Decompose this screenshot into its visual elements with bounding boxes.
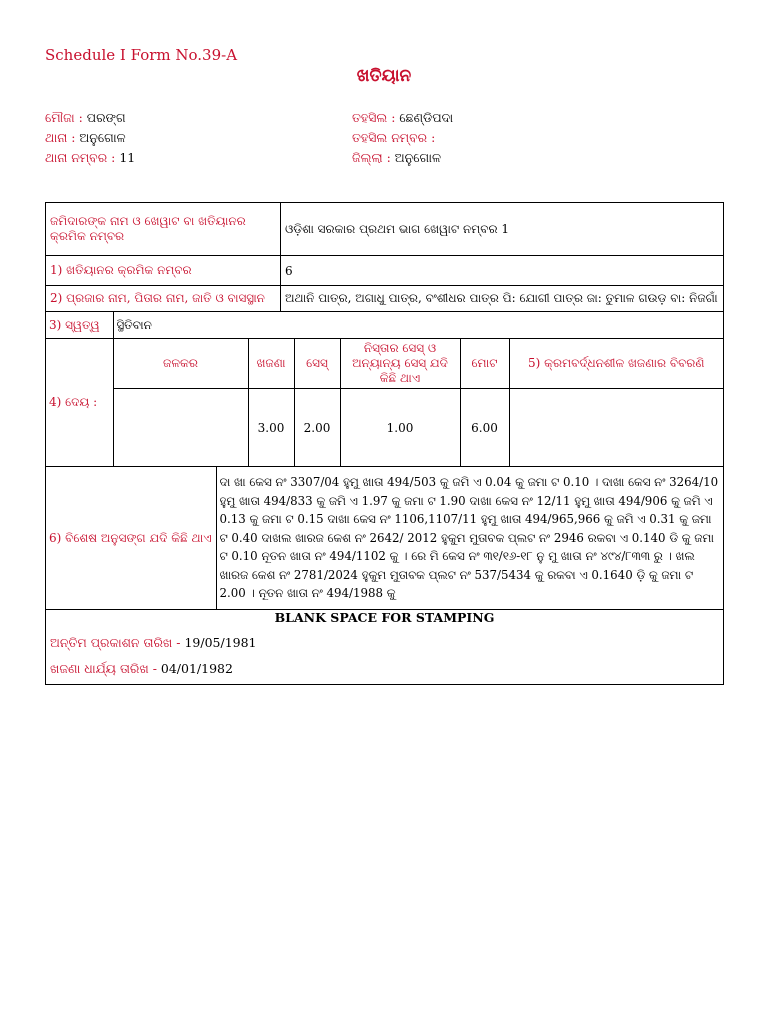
tenant-row bbox=[46, 286, 724, 312]
owner-row bbox=[46, 203, 724, 256]
final-publication-label: ଅନ୍ତିମ ପ୍ରକାଶନ ତାରିଖ - bbox=[50, 635, 185, 650]
fee-value-ses: 2.00 bbox=[294, 389, 340, 467]
fee-header-mot: ମୋଟ bbox=[460, 339, 509, 389]
header-right bbox=[352, 108, 453, 168]
tahasil-label: ତହସିଲ : bbox=[352, 110, 396, 125]
mouza-row bbox=[45, 108, 135, 128]
district-label: ଜିଲ୍ଲା : bbox=[352, 150, 391, 165]
serial-row bbox=[46, 256, 724, 286]
thana-number-value: 11 bbox=[119, 150, 136, 165]
form-number: Schedule I Form No.39-A bbox=[45, 46, 238, 64]
mouza-value: ପରଙ୍ଗ bbox=[86, 110, 126, 125]
thana-row bbox=[45, 128, 135, 148]
document-title: ଖତିୟାନ bbox=[356, 66, 412, 86]
fee-value-khajana: 3.00 bbox=[248, 389, 294, 467]
header-left bbox=[45, 108, 135, 168]
tenant-label: 2) ପ୍ରଜାର ନାମ, ପିତାର ନାମ, ଜାତି ଓ ବାସସ୍ଥାନ bbox=[46, 286, 281, 312]
fee-value-nistar: 1.00 bbox=[340, 389, 460, 467]
right-value: ସ୍ଥିତିବାନ bbox=[116, 317, 152, 332]
dues-label: 4) ଦେୟ : bbox=[46, 339, 113, 466]
special-label: 6) ବିଶେଷ ଅନୁସଙ୍ଗ ଯଦି କିଛି ଥାଏ bbox=[46, 467, 216, 609]
fee-header-nistar: ନିସ୍ତାର ସେସ୍ ଓ ଅନ୍ୟାନ୍ୟ ସେସ୍ ଯଦି କିଛି ଥାଏ bbox=[340, 339, 460, 389]
khatiyan-table bbox=[45, 202, 724, 685]
tahasil-value: ଛେଣ୍ଡିପଦା bbox=[399, 110, 454, 125]
special-row bbox=[46, 467, 724, 610]
owner-label: ଜମିଦାରଙ୍କ ନାମ ଓ ଖେୱାଟ ବା ଖତିୟାନର କ୍ରମିକ ନମ୍ବର bbox=[46, 203, 281, 256]
fee-value-jalakar bbox=[113, 389, 248, 467]
tenant-value: ଅଥାନି ପାତ୍ର, ଅଗାଧୁ ପାତ୍ର, ବଂଶୀଧର ପାତ୍ର ପି: ଯୋଗୀ ପାତ୍ର ଜା: ତୁମାଳ ଗଉଡ଼ ବା: ନିଜଗାଁ bbox=[281, 286, 724, 312]
fee-value-progressive bbox=[509, 389, 723, 467]
rent-fixation-label: ଖଜଣା ଧାର୍ଯ୍ୟ ତାରିଖ - bbox=[50, 661, 161, 676]
thana-label: ଥାନା : bbox=[45, 130, 76, 145]
fee-header-jalakar: ଜଳକର bbox=[113, 339, 248, 389]
fee-header-progressive: 5) କ୍ରମବର୍ଦ୍ଧନଶୀଳ ଖଜଣାର ବିବରଣି bbox=[509, 339, 723, 389]
final-publication-date bbox=[50, 635, 719, 651]
district-row bbox=[352, 148, 453, 168]
final-publication-value: 19/05/1981 bbox=[184, 635, 257, 650]
stamp-space-title: BLANK SPACE FOR STAMPING bbox=[274, 610, 495, 625]
fee-value-mot: 6.00 bbox=[460, 389, 509, 467]
fee-table bbox=[46, 339, 723, 466]
thana-value: ଅନୁଗୋଳ bbox=[79, 130, 126, 145]
serial-label: 1) ଖତିୟାନର କ୍ରମିକ ନମ୍ବର bbox=[46, 256, 281, 286]
rent-fixation-value: 04/01/1982 bbox=[160, 661, 233, 676]
thana-number-row bbox=[45, 148, 135, 168]
thana-number-label: ଥାନା ନମ୍ବର : bbox=[45, 150, 116, 165]
serial-value: 6 bbox=[281, 256, 724, 286]
right-row bbox=[46, 312, 724, 339]
right-label: 3) ସ୍ୱତ୍ୱ bbox=[46, 312, 113, 338]
fee-header-ses: ସେସ୍ bbox=[294, 339, 340, 389]
tahasil-number-row bbox=[352, 128, 453, 148]
owner-value: ଓଡ଼ିଶା ସରକାର ପ୍ରଥମ ଭାଗ ଖେୱାଟ ନମ୍ବର 1 bbox=[281, 203, 724, 256]
district-value: ଅନୁଗୋଳ bbox=[394, 150, 442, 165]
stamp-row bbox=[46, 610, 724, 685]
tahasil-number-label: ତହସିଲ ନମ୍ବର : bbox=[352, 130, 436, 145]
dues-row bbox=[46, 339, 724, 467]
rent-fixation-date bbox=[50, 661, 719, 677]
fee-header-khajana: ଖଜଣା bbox=[248, 339, 294, 389]
special-value: ଦା ଖା କେସ ନଂ 3307/04 ହୁମୁ ଖାତା 494/503 କୁ ଜମି ଏ 0.04 କୁ ଜମା ଟ 0.10 । ଦାଖା କେସ ନଂ 3264/10 ହୁମୁ ଖାତା 494/833 କୁ ଜମି ଏ 1.97 କୁ ଜମା ଟ 1.90 ଦାଖା କେସ ନଂ 12/11 ହୁମୁ ଖାତା 494/906 କୁ ଜମି ଏ 0.13 କୁ ଜମା ଟ 0.15 ଦାଖା କେସ ନଂ 1106,1107/11 ହୁମୁ ଖାତା 494/965,966 କୁ ଜମି ଏ 0.31 କୁ ଜମା ଟ 0.40 ଦାଖଲ ଖାରଜ କେଶ ନଂ 2642/ 2012 ହୁକୁମ ମୁତାବକ ପ୍ଲଟ ନଂ 2946 ରକବା ଏ 0.140 ଡି କୁ ଜମା ଟ 0.10 ନୂତନ ଖାତା ନଂ 494/1102 କୁ । ରେ ମି କେସ ନଂ ୩୧/୧୬-୧୮ ନୁ ମୁ ଖାତା ନଂ ୪୯୪/୮୩୩ ରୁ । ଖଲ ଖାରଜ କେଶ ନଂ 2781/2024 ହୁକୁମ ମୁତାବକ ପ୍ଲଟ ନଂ 537/5434 କୁ ରକବା ଏ 0.1640 ଡ଼ି କୁ ଜମା ଟ 2.00 । ନୂତନ ଖାତା ନଂ 494/1988 କୁ bbox=[219, 475, 719, 601]
mouza-label: ମୌଜା : bbox=[45, 110, 83, 125]
tahasil-row bbox=[352, 108, 453, 128]
